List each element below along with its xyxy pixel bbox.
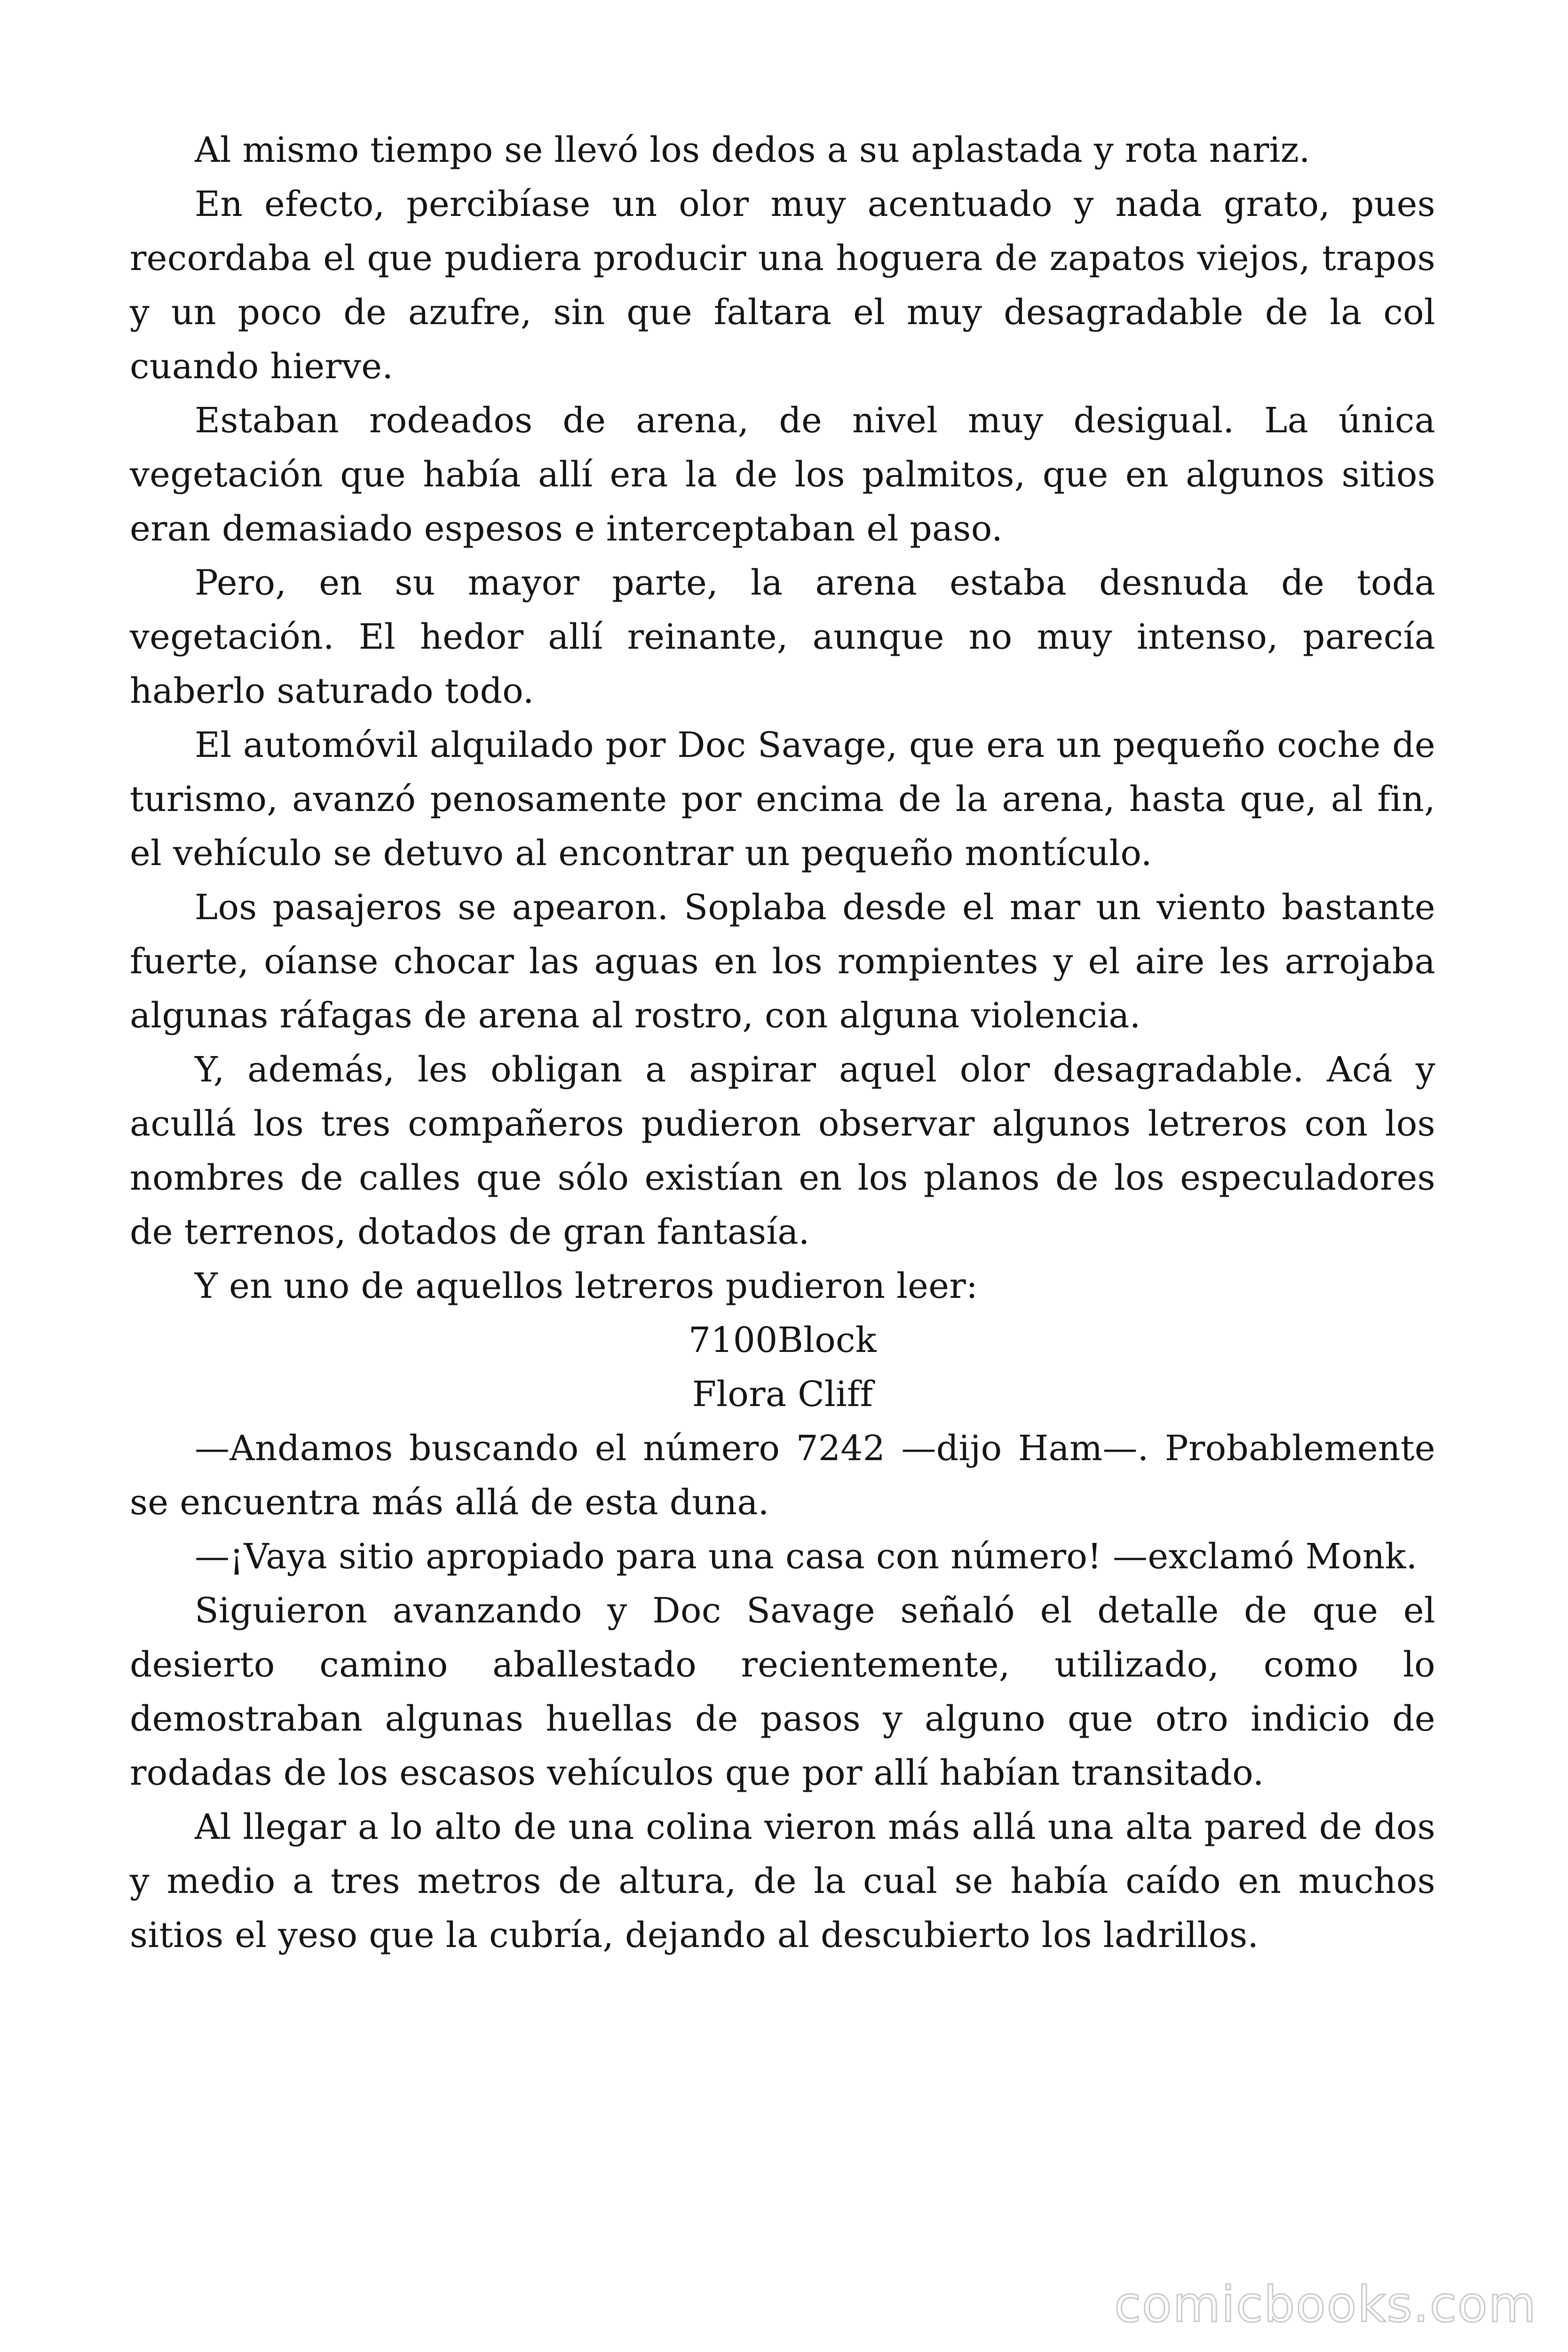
paragraph: Y, además, les obligan a aspirar aquel olor desagradable. Acá y acullá los tres compañeros pudieron observar algunos letreros con los nombres de calles que sólo existían en los planos de los especuladores de terrenos, dotados de gran fantasía. xyxy=(130,1049,1435,1252)
paragraph: Pero, en su mayor parte, la arena estaba desnuda de toda vegetación. El hedor allí reinante, aunque no muy intenso, parecía haberlo saturado todo. xyxy=(130,563,1435,711)
paragraph: —¡Vaya sitio apropiado para una casa con número! —exclamó Monk. xyxy=(195,1536,1418,1577)
watermark-logo: comicbooks.com xyxy=(1114,2276,1537,2333)
paragraph: Siguieron avanzando y Doc Savage señaló el detalle de que el desierto camino aballestado recientemente, utilizado, como lo demostraban algunas huellas de pasos y alguno que otro indicio de rodadas de los escasos vehículos que por allí habían transitado. xyxy=(130,1590,1435,1793)
paragraph: En efecto, percibíase un olor muy acentuado y nada grato, pues recordaba el que pudiera producir una hoguera de zapatos viejos, trapos y un poco de azufre, sin que faltara el muy desagradable de la col cuando hierve. xyxy=(130,184,1435,387)
paragraph: Y en uno de aquellos letreros pudieron leer: xyxy=(195,1266,978,1306)
paragraph: Al mismo tiempo se llevó los dedos a su aplastada y rota nariz. xyxy=(195,130,1310,170)
paragraph: —Andamos buscando el número 7242 —dijo Ham—. Probablemente se encuentra más allá de esta duna. xyxy=(130,1428,1435,1523)
sign-line: 7100Block xyxy=(689,1320,877,1360)
paragraph: Estaban rodeados de arena, de nivel muy desigual. La única vegetación que había allí era la de los palmitos, que en algunos sitios eran demasiado espesos e interceptaban el paso. xyxy=(130,400,1435,549)
paragraph: Al llegar a lo alto de una colina vieron más allá una alta pared de dos y medio a tres metros de altura, de la cual se había caído en muchos sitios el yeso que la cubría, dejando al descubierto los ladrillos. xyxy=(130,1807,1435,1955)
paragraph: Los pasajeros se apearon. Soplaba desde el mar un viento bastante fuerte, oíanse chocar las aguas en los rompientes y el aire les arrojaba algunas ráfagas de arena al rostro, con alguna violencia. xyxy=(130,887,1435,1036)
paragraph: El automóvil alquilado por Doc Savage, que era un pequeño coche de turismo, avanzó penosamente por encima de la arena, hasta que, al fin, el vehículo se detuvo al encontrar un pequeño montículo. xyxy=(130,725,1435,874)
sign-line: Flora Cliff xyxy=(692,1374,873,1414)
book-page xyxy=(130,123,1435,1963)
